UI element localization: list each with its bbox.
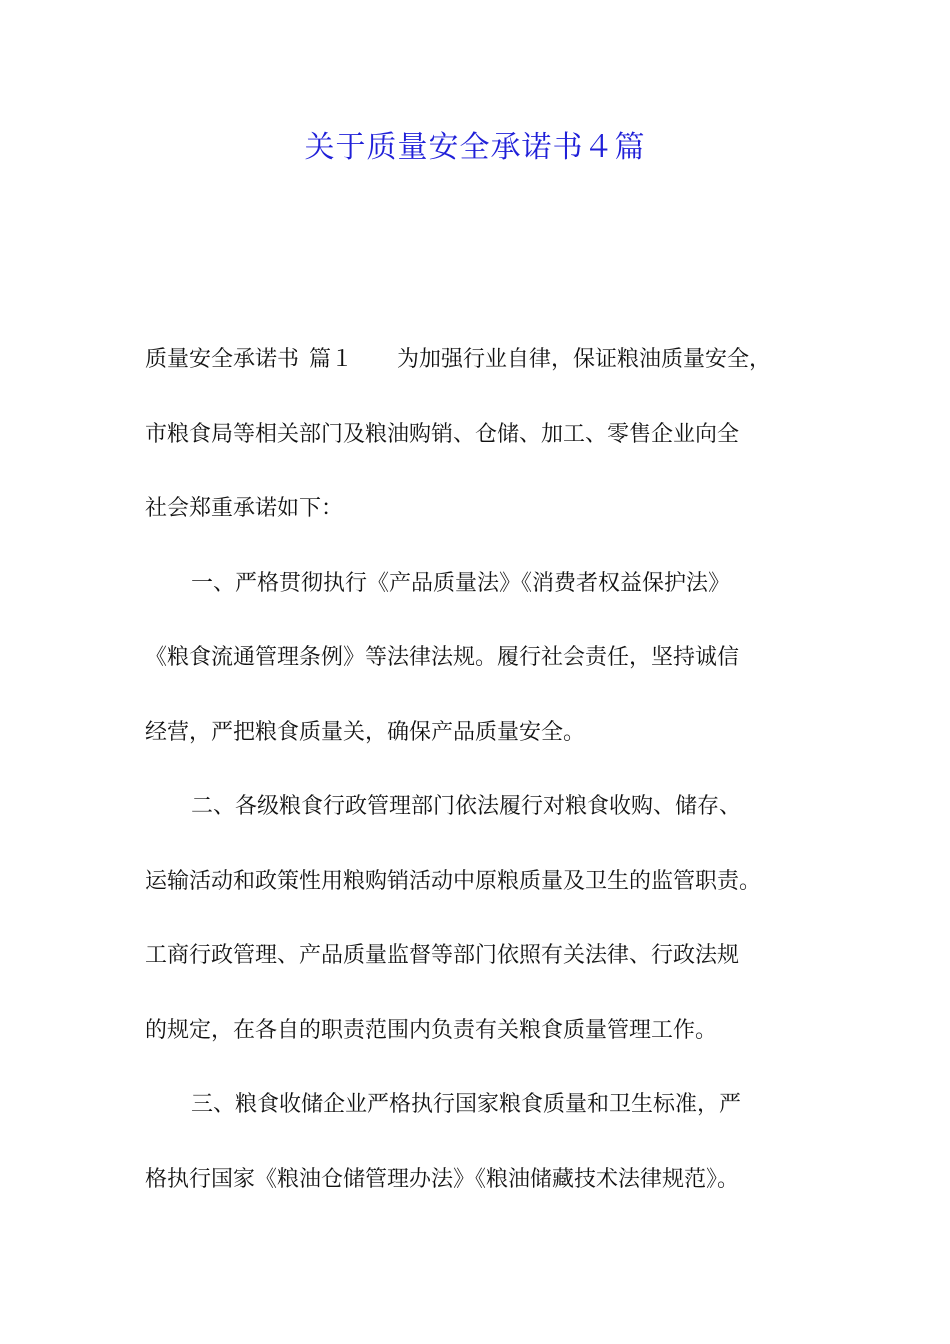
section-heading: 质量安全承诺书 <box>145 347 300 372</box>
paragraph-line-5: 《粮食流通管理条例》等法律法规。履行社会责任，坚持诚信 <box>145 645 740 670</box>
paragraph-line-9: 工商行政管理、产品质量监督等部门依照有关法律、行政法规 <box>145 943 740 968</box>
paragraph-line-6: 经营，严把粮食质量关，确保产品质量安全。 <box>145 719 586 745</box>
paragraph-line-3: 社会郑重承诺如下： <box>145 496 344 521</box>
paragraph-line-1 <box>145 340 815 415</box>
paragraph-line-2: 市粮食局等相关部门及粮油购销、仓储、加工、零售企业向全 <box>145 421 740 447</box>
paragraph-line-11: 三、粮食收储企业严格执行国家粮食质量和卫生标准，严 <box>191 1092 742 1117</box>
line-text: 为加强行业自律，保证粮油质量安全， <box>397 347 772 372</box>
paragraph-line-12: 格执行国家《粮油仓储管理办法》《粮油储藏技术法律规范》。 <box>145 1166 740 1192</box>
paragraph-line-7: 二、各级粮食行政管理部门依法履行对粮食收购、储存、 <box>191 794 742 819</box>
paragraph-line-4: 一、严格贯彻执行《产品质量法》《消费者权益保护法》 <box>191 570 731 596</box>
paragraph-line-10: 的规定，在各自的职责范围内负责有关粮食质量管理工作。 <box>145 1017 718 1043</box>
paragraph-line-8: 运输活动和政策性用粮购销活动中原粮质量及卫生的监管职责。 <box>145 868 762 894</box>
document-title: 关于质量安全承诺书４篇 <box>304 130 646 165</box>
document-body <box>145 340 815 1234</box>
section-number: 篇１ <box>309 347 354 372</box>
